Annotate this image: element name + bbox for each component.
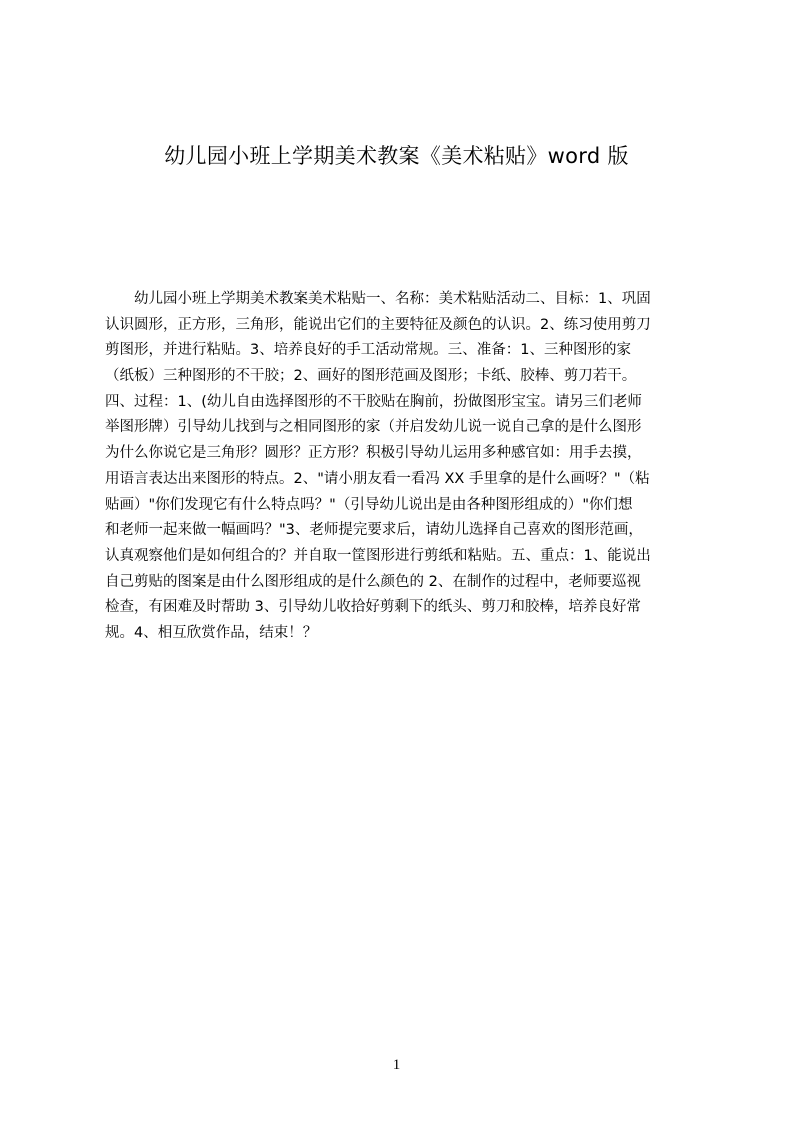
body-line: 认识圆形，正方形，三角形，能说出它们的主要特征及颜色的认识。2、练习使用剪刀 bbox=[105, 316, 651, 333]
body-line: 规。4、相互欣赏作品，结束！？ bbox=[105, 624, 318, 641]
document-title: 幼儿园小班上学期美术教案《美术粘贴》word 版 bbox=[164, 144, 629, 168]
body-line: 和老师一起来做一幅画吗？"3、老师提完要求后，请幼儿选择自己喜欢的图形范画， bbox=[105, 522, 643, 539]
page-number: 1 bbox=[392, 1057, 401, 1073]
body-line: 举图形牌）引导幼儿找到与之相同图形的家（并启发幼儿说一说自己拿的是什么图形 bbox=[105, 419, 642, 436]
body-line: 贴画）"你们发现它有什么特点吗？"（引导幼儿说出是由各种图形组成的）"你们想 bbox=[105, 496, 633, 513]
document-body bbox=[105, 287, 698, 647]
body-line: 四、过程：1、(幼儿自由选择图形的不干胶贴在胸前，扮做图形宝宝。请另三们老师 bbox=[105, 393, 642, 410]
body-line: 用语言表达出来图形的特点。2、"请小朋友看一看冯 XX 手里拿的是什么画呀？"（粘 bbox=[105, 470, 650, 487]
body-line: 认真观察他们是如何组合的？并自取一筐图形进行剪纸和粘贴。五、重点：1、能说出 bbox=[105, 547, 651, 564]
body-line: 检查，有困难及时帮助 3、引导幼儿收拾好剪剩下的纸头、剪刀和胶棒，培养良好常 bbox=[105, 599, 641, 616]
body-line: 幼儿园小班上学期美术教案美术粘贴一、名称：美术粘贴活动二、目标：1、巩固 bbox=[105, 291, 651, 307]
body-line: 为什么你说它是三角形？圆形？正方形？积极引导幼儿运用多种感官如：用手去摸， bbox=[105, 445, 642, 462]
body-line: 剪图形，并进行粘贴。3、培养良好的手工活动常规。三、准备：1、三种图形的家 bbox=[105, 342, 631, 359]
body-line: 自己剪贴的图案是由什么图形组成的是什么颜色的 2、在制作的过程中，老师要巡视 bbox=[105, 573, 641, 590]
body-line: （纸板）三种图形的不干胶；2、画好的图形范画及图形；卡纸、胶棒、剪刀若干。 bbox=[105, 368, 637, 385]
